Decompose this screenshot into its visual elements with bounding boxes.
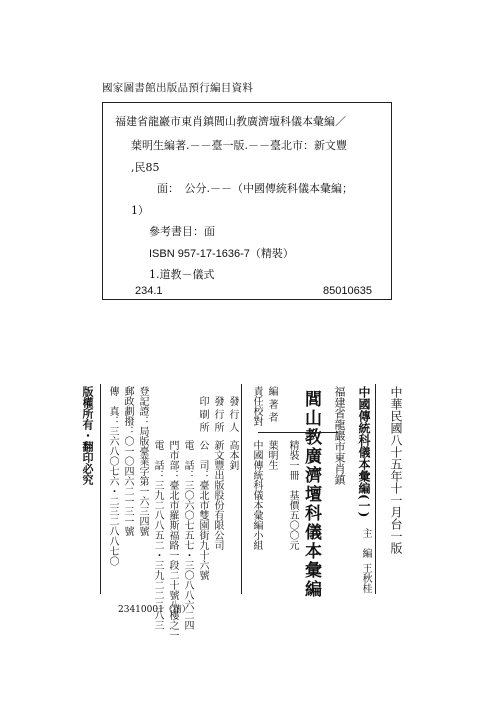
cip-year-line: ,民85 — [131, 161, 160, 174]
publisher-role: 發 行 人 — [227, 396, 238, 433]
company-address: 公 司：臺北市雙園街九十六號 — [197, 440, 208, 580]
copyright-notice: 版權所有・翻印必究 — [81, 386, 94, 485]
printer-role: 印 刷 所 — [197, 396, 208, 433]
fax-number: 傳 真：三六八〇七六・二三二八八七〇 — [107, 386, 118, 566]
book-code: 23410001（精） — [118, 605, 191, 615]
registration-number: 登記證：局版臺業字第一六三四號 — [137, 386, 148, 536]
cip-record-box — [102, 102, 392, 300]
colophon-divider-left — [100, 384, 101, 594]
book-title: 閭山教廣濟壇科儀本彙編 — [301, 390, 321, 599]
series-title: 中國傳統科儀本彙編(一) — [357, 386, 371, 518]
cip-author-line: 葉明生編著.－－臺一版.－－臺北市：新文豐 — [131, 139, 347, 152]
author-name: 葉明生 — [266, 440, 277, 470]
cip-series-line: 1） — [131, 204, 149, 217]
cip-subject-line: 1.道教－儀式 — [149, 268, 215, 281]
cip-class-number: 234.1 — [135, 285, 163, 297]
cip-title-line: 福建省龍巖市東肖鎮閭山教廣濟壇科儀本彙編／ — [115, 115, 346, 128]
edition-price: 精裝一冊 基價五〇〇元 — [287, 440, 298, 550]
book-subtitle: 福建省龍巖市東肖鎮 — [333, 386, 346, 485]
colophon-divider-middle — [241, 384, 242, 594]
proofreader-name: 中國傳統科儀本彙編小組 — [251, 440, 262, 550]
editor-name: 王秋桂 — [360, 563, 371, 593]
cip-bibliography-line: 參考書目：面 — [149, 225, 215, 238]
cip-pages-line: 面： 公分.－－（中國傳統科儀本彙編； — [157, 182, 353, 195]
publication-date: 中華民國八十五年十一月台一版 — [389, 386, 403, 554]
cip-record-number: 85010635 — [323, 285, 372, 297]
author-role: 編 著 者 — [266, 386, 277, 423]
postal-account: 郵政劃撥：〇一〇四六二一三一號 — [122, 386, 133, 536]
distributor-name: 新文豐出版股份有限公司 — [212, 440, 223, 550]
store-address: 門市部：臺北市羅斯福路一段二十號八樓之一 — [167, 440, 178, 640]
proofreader-role: 責任校對 — [251, 386, 262, 426]
colophon-divider-right — [375, 384, 376, 594]
cip-isbn-line: ISBN 957-17-1636-7（精裝） — [149, 248, 294, 260]
editor-role: 主 編 — [360, 528, 371, 558]
publisher-name: 高本釗 — [227, 440, 238, 470]
cip-header: 國家圖書館出版品預行編目資料 — [102, 82, 254, 94]
company-phone: 電 話：三〇六〇七五七・三〇八八六二四 — [182, 440, 193, 630]
distributor-role: 發 行 所 — [212, 396, 223, 433]
colophon-divider-top — [258, 432, 338, 433]
store-phone: 電 話：三九二八八五二・三九二二二八三 — [152, 440, 163, 630]
